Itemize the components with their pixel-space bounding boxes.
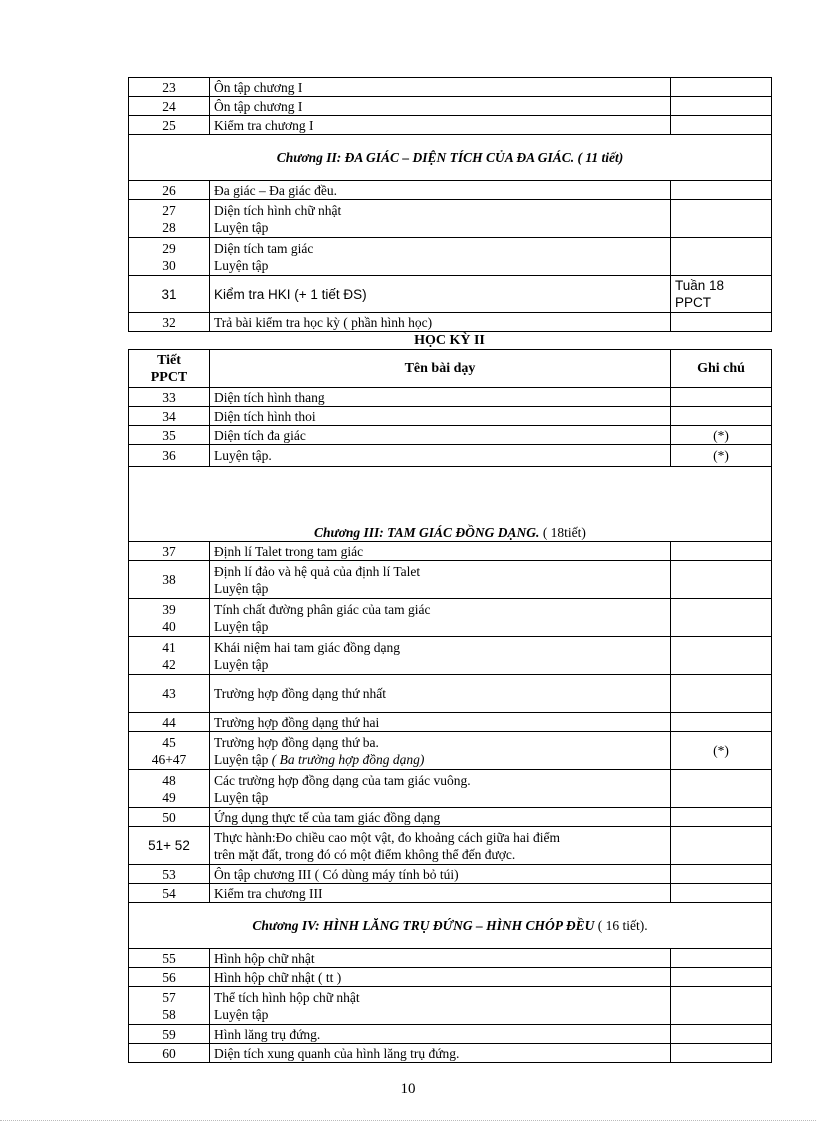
period-number: 50 — [129, 808, 210, 827]
page-number: 10 — [400, 1081, 416, 1097]
note — [671, 637, 772, 675]
lesson-name: Tính chất đường phân giác của tam giác Luyện tập — [210, 599, 671, 637]
period-number: 57 58 — [129, 987, 210, 1025]
note: (*) — [671, 445, 772, 467]
lesson-name: Diện tích hình chữ nhật Luyện tập — [210, 200, 671, 238]
lesson-plan-table-semester1 — [128, 77, 772, 332]
table-row — [129, 276, 772, 313]
period-number: 25 — [129, 116, 210, 135]
note — [671, 78, 772, 97]
lesson-name: Trường hợp đồng dạng thứ nhất — [210, 675, 671, 713]
lesson-name: Trả bài kiểm tra học kỳ ( phần hình học) — [210, 313, 671, 332]
period-number: 54 — [129, 884, 210, 903]
chapter-2-title: Chương II: ĐA GIÁC – DIỆN TÍCH CỦA ĐA GIÁC. ( 11 tiết) — [129, 135, 772, 181]
period-number: 36 — [129, 445, 210, 467]
lesson-name: Hình hộp chữ nhật — [210, 949, 671, 968]
lesson-name: Luyện tập. — [210, 445, 671, 467]
lesson-name: Thực hành:Đo chiều cao một vật, đo khoảng cách giữa hai điểm trên mặt đất, trong đó có một điểm không thể đến được. — [210, 827, 671, 865]
table-row — [129, 116, 772, 135]
lesson-name: Diện tích hình thang — [210, 388, 671, 407]
lesson-name: Hình hộp chữ nhật ( tt ) — [210, 968, 671, 987]
lesson-name: Ôn tập chương I — [210, 78, 671, 97]
note: Tuần 18 PPCT — [671, 276, 772, 313]
period-number: 34 — [129, 407, 210, 426]
table-header-row — [129, 350, 772, 388]
table-row — [129, 1044, 772, 1063]
lesson-name: Khái niệm hai tam giác đồng dạng Luyện tập — [210, 637, 671, 675]
table-row — [129, 865, 772, 884]
lesson-name: Thể tích hình hộp chữ nhật Luyện tập — [210, 987, 671, 1025]
table-row — [129, 407, 772, 426]
lesson-name: Diện tích hình thoi — [210, 407, 671, 426]
period-number: 44 — [129, 713, 210, 732]
period-number: 59 — [129, 1025, 210, 1044]
note — [671, 388, 772, 407]
period-number: 35 — [129, 426, 210, 445]
note — [671, 181, 772, 200]
chapter-3-title: Chương III: TAM GIÁC ĐỒNG DẠNG. ( 18tiết) — [129, 467, 772, 542]
period-number: 29 30 — [129, 238, 210, 276]
period-number: 53 — [129, 865, 210, 884]
note — [671, 561, 772, 599]
period-number: 37 — [129, 542, 210, 561]
note — [671, 949, 772, 968]
period-number: 38 — [129, 561, 210, 599]
table-row — [129, 637, 772, 675]
lesson-name: Trường hợp đồng dạng thứ hai — [210, 713, 671, 732]
period-number: 26 — [129, 181, 210, 200]
lesson-name: Diện tích xung quanh của hình lăng trụ đứng. — [210, 1044, 671, 1063]
table-row — [129, 561, 772, 599]
note — [671, 599, 772, 637]
table-row — [129, 78, 772, 97]
chapter-row — [129, 135, 772, 181]
note — [671, 827, 772, 865]
period-number: 39 40 — [129, 599, 210, 637]
lesson-name: Diện tích đa giác — [210, 426, 671, 445]
period-number: 41 42 — [129, 637, 210, 675]
chapter-row — [129, 903, 772, 949]
lesson-name: Các trường hợp đồng dạng của tam giác vuông. Luyện tập — [210, 770, 671, 808]
note — [671, 238, 772, 276]
note: (*) — [671, 732, 772, 770]
chapter-4-title: Chương IV: HÌNH LĂNG TRỤ ĐỨNG – HÌNH CHÓP ĐỀU ( 16 tiết). — [129, 903, 772, 949]
table-row — [129, 542, 772, 561]
note — [671, 97, 772, 116]
header-note-column: Ghi chú — [671, 350, 772, 388]
note — [671, 808, 772, 827]
table-row — [129, 808, 772, 827]
table-row — [129, 238, 772, 276]
lesson-name: Ôn tập chương III ( Có dùng máy tính bỏ túi) — [210, 865, 671, 884]
note: (*) — [671, 426, 772, 445]
note — [671, 313, 772, 332]
lesson-name: Trường hợp đồng dạng thứ ba. Luyện tập ( Ba trường hợp đồng dạng) — [210, 732, 671, 770]
table-row — [129, 949, 772, 968]
table-row — [129, 200, 772, 238]
table-row — [129, 968, 772, 987]
lesson-name: Kiểm tra chương III — [210, 884, 671, 903]
table-row — [129, 675, 772, 713]
period-number: 23 — [129, 78, 210, 97]
table-row — [129, 97, 772, 116]
note — [671, 770, 772, 808]
period-number: 31 — [129, 276, 210, 313]
lesson-name: Kiểm tra HKI (+ 1 tiết ĐS) — [210, 276, 671, 313]
table-row — [129, 1025, 772, 1044]
note — [671, 713, 772, 732]
note — [671, 884, 772, 903]
lesson-name: Đa giác – Đa giác đều. — [210, 181, 671, 200]
lesson-name: Định lí đảo và hệ quả của định lí Talet Luyện tập — [210, 561, 671, 599]
period-number: 55 — [129, 949, 210, 968]
table-row — [129, 770, 772, 808]
table-row — [129, 388, 772, 407]
note — [671, 200, 772, 238]
note — [671, 116, 772, 135]
table-row — [129, 884, 772, 903]
lesson-plan-table-semester2 — [128, 349, 772, 1063]
note — [671, 968, 772, 987]
note — [671, 1044, 772, 1063]
table-row — [129, 445, 772, 467]
period-number: 60 — [129, 1044, 210, 1063]
period-number: 45 46+47 — [129, 732, 210, 770]
period-number: 24 — [129, 97, 210, 116]
note — [671, 542, 772, 561]
period-number: 32 — [129, 313, 210, 332]
page-edge — [0, 1120, 816, 1121]
table-row — [129, 426, 772, 445]
chapter-row — [129, 467, 772, 542]
note — [671, 407, 772, 426]
semester-heading: HỌC KỲ II — [414, 333, 485, 348]
period-number: 33 — [129, 388, 210, 407]
lesson-name: Hình lăng trụ đứng. — [210, 1025, 671, 1044]
lesson-name: Ứng dụng thực tế của tam giác đồng dạng — [210, 808, 671, 827]
note — [671, 987, 772, 1025]
table-row — [129, 987, 772, 1025]
period-number: 43 — [129, 675, 210, 713]
period-number: 56 — [129, 968, 210, 987]
period-number: 51+ 52 — [129, 827, 210, 865]
header-period-column: Tiết PPCT — [129, 350, 210, 388]
lesson-name: Định lí Talet trong tam giác — [210, 542, 671, 561]
period-number: 27 28 — [129, 200, 210, 238]
table-row — [129, 181, 772, 200]
lesson-name: Diện tích tam giác Luyện tập — [210, 238, 671, 276]
table-row — [129, 599, 772, 637]
table-row — [129, 827, 772, 865]
note — [671, 675, 772, 713]
header-lesson-column: Tên bài dạy — [210, 350, 671, 388]
table-row — [129, 313, 772, 332]
lesson-name: Ôn tập chương I — [210, 97, 671, 116]
note — [671, 865, 772, 884]
table-row — [129, 732, 772, 770]
period-number: 48 49 — [129, 770, 210, 808]
lesson-name: Kiểm tra chương I — [210, 116, 671, 135]
table-row — [129, 713, 772, 732]
note — [671, 1025, 772, 1044]
